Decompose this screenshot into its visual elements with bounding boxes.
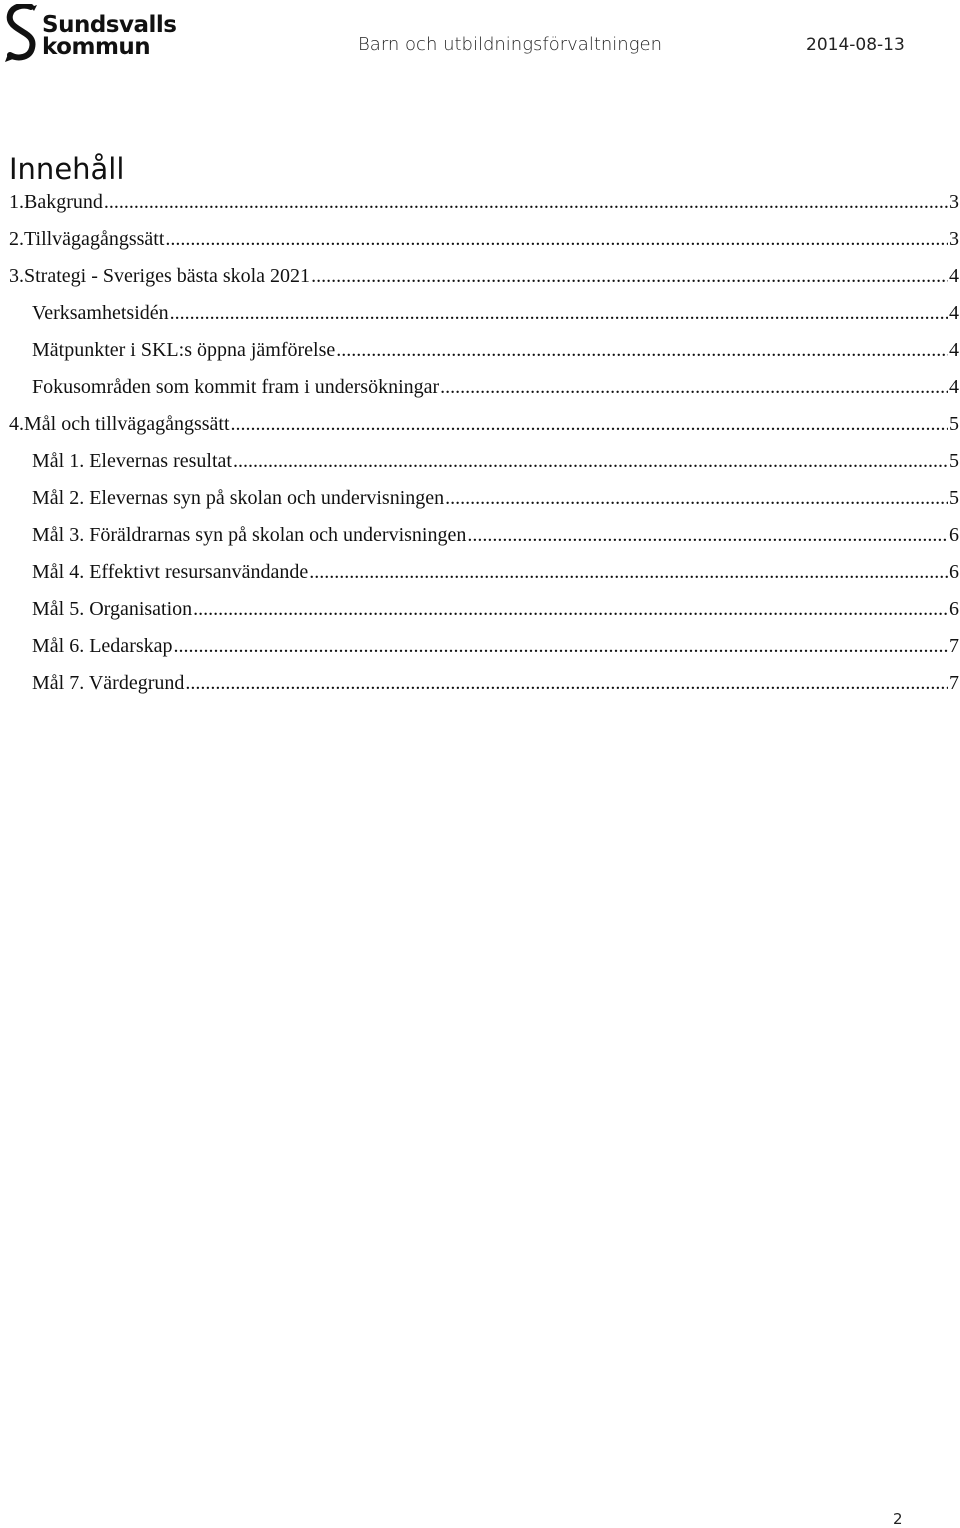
toc-entry[interactable] <box>9 228 959 265</box>
toc-dot-leader <box>174 635 948 658</box>
toc-dot-leader <box>233 450 948 473</box>
toc-entry-page: 7 <box>949 635 959 657</box>
toc-entry[interactable] <box>9 450 959 487</box>
toc-entry-page: 5 <box>949 450 959 472</box>
toc-dot-leader <box>231 413 948 436</box>
toc-entry-page: 4 <box>949 265 959 287</box>
toc-entry-title: Mål 1. Elevernas resultat <box>32 450 232 472</box>
toc-entry[interactable] <box>9 302 959 339</box>
toc-entry-page: 6 <box>949 561 959 583</box>
logo-line-2: kommun <box>42 34 151 60</box>
toc-entry[interactable] <box>9 413 959 450</box>
toc-entry-title: Mål 3. Föräldrarnas syn på skolan och undervisningen <box>32 524 467 546</box>
toc-dot-leader <box>170 302 948 325</box>
toc-entry-page: 3 <box>949 191 959 213</box>
toc-entry[interactable] <box>9 191 959 228</box>
toc-dot-leader <box>185 672 948 695</box>
toc-entry-page: 4 <box>949 339 959 361</box>
toc-entry-title: Mål 6. Ledarskap <box>32 635 173 657</box>
toc-dot-leader <box>309 561 948 584</box>
toc-entry-title: Fokusområden som kommit fram i undersökningar <box>32 376 440 398</box>
toc-entry[interactable] <box>9 339 959 376</box>
toc-entry[interactable] <box>9 598 959 635</box>
department-name: Barn och utbildningsförvaltningen <box>358 34 662 55</box>
document-date: 2014-08-13 <box>806 35 905 55</box>
toc-entry[interactable] <box>9 635 959 672</box>
sundsvalls-kommun-logo <box>4 4 177 66</box>
page-header <box>0 0 960 80</box>
toc-entry-title: 3.Strategi - Sveriges bästa skola 2021 <box>9 265 311 287</box>
toc-entry-page: 5 <box>949 413 959 435</box>
toc-entry-title: 2.Tillvägagångssätt <box>9 228 165 250</box>
toc-dot-leader <box>193 598 948 621</box>
toc-entry-page: 4 <box>949 302 959 324</box>
toc-entry-title: 4.Mål och tillvägagångssätt <box>9 413 230 435</box>
toc-entry-page: 6 <box>949 524 959 546</box>
toc-entry[interactable] <box>9 561 959 598</box>
toc-entry-title: Mätpunkter i SKL:s öppna jämförelse <box>32 339 336 361</box>
toc-dot-leader <box>165 228 948 251</box>
toc-dot-leader <box>445 487 948 510</box>
toc-dot-leader <box>104 191 948 214</box>
dragon-s-logo-icon <box>4 4 40 66</box>
toc-dot-leader <box>467 524 948 547</box>
toc-heading: Innehåll <box>9 152 125 186</box>
toc-entry[interactable] <box>9 672 959 709</box>
table-of-contents <box>9 191 959 709</box>
toc-entry-title: Verksamhetsidén <box>32 302 169 324</box>
page-number: 2 <box>893 1510 903 1528</box>
toc-dot-leader <box>336 339 948 362</box>
toc-entry-page: 5 <box>949 487 959 509</box>
logo-line-1: Sundsvalls <box>42 12 177 38</box>
toc-entry[interactable] <box>9 487 959 524</box>
toc-entry-title: Mål 5. Organisation <box>32 598 193 620</box>
toc-entry-title: Mål 4. Effektivt resursanvändande <box>32 561 309 583</box>
toc-dot-leader <box>311 265 948 288</box>
logo-wordmark <box>42 14 176 58</box>
toc-entry-title: Mål 2. Elevernas syn på skolan och undervisningen <box>32 487 445 509</box>
toc-entry-page: 6 <box>949 598 959 620</box>
toc-entry[interactable] <box>9 265 959 302</box>
toc-entry-page: 3 <box>949 228 959 250</box>
toc-entry[interactable] <box>9 376 959 413</box>
toc-entry-title: 1.Bakgrund <box>9 191 103 213</box>
toc-entry-page: 7 <box>949 672 959 694</box>
toc-entry-page: 4 <box>949 376 959 398</box>
toc-entry[interactable] <box>9 524 959 561</box>
toc-dot-leader <box>440 376 948 399</box>
toc-entry-title: Mål 7. Värdegrund <box>32 672 185 694</box>
